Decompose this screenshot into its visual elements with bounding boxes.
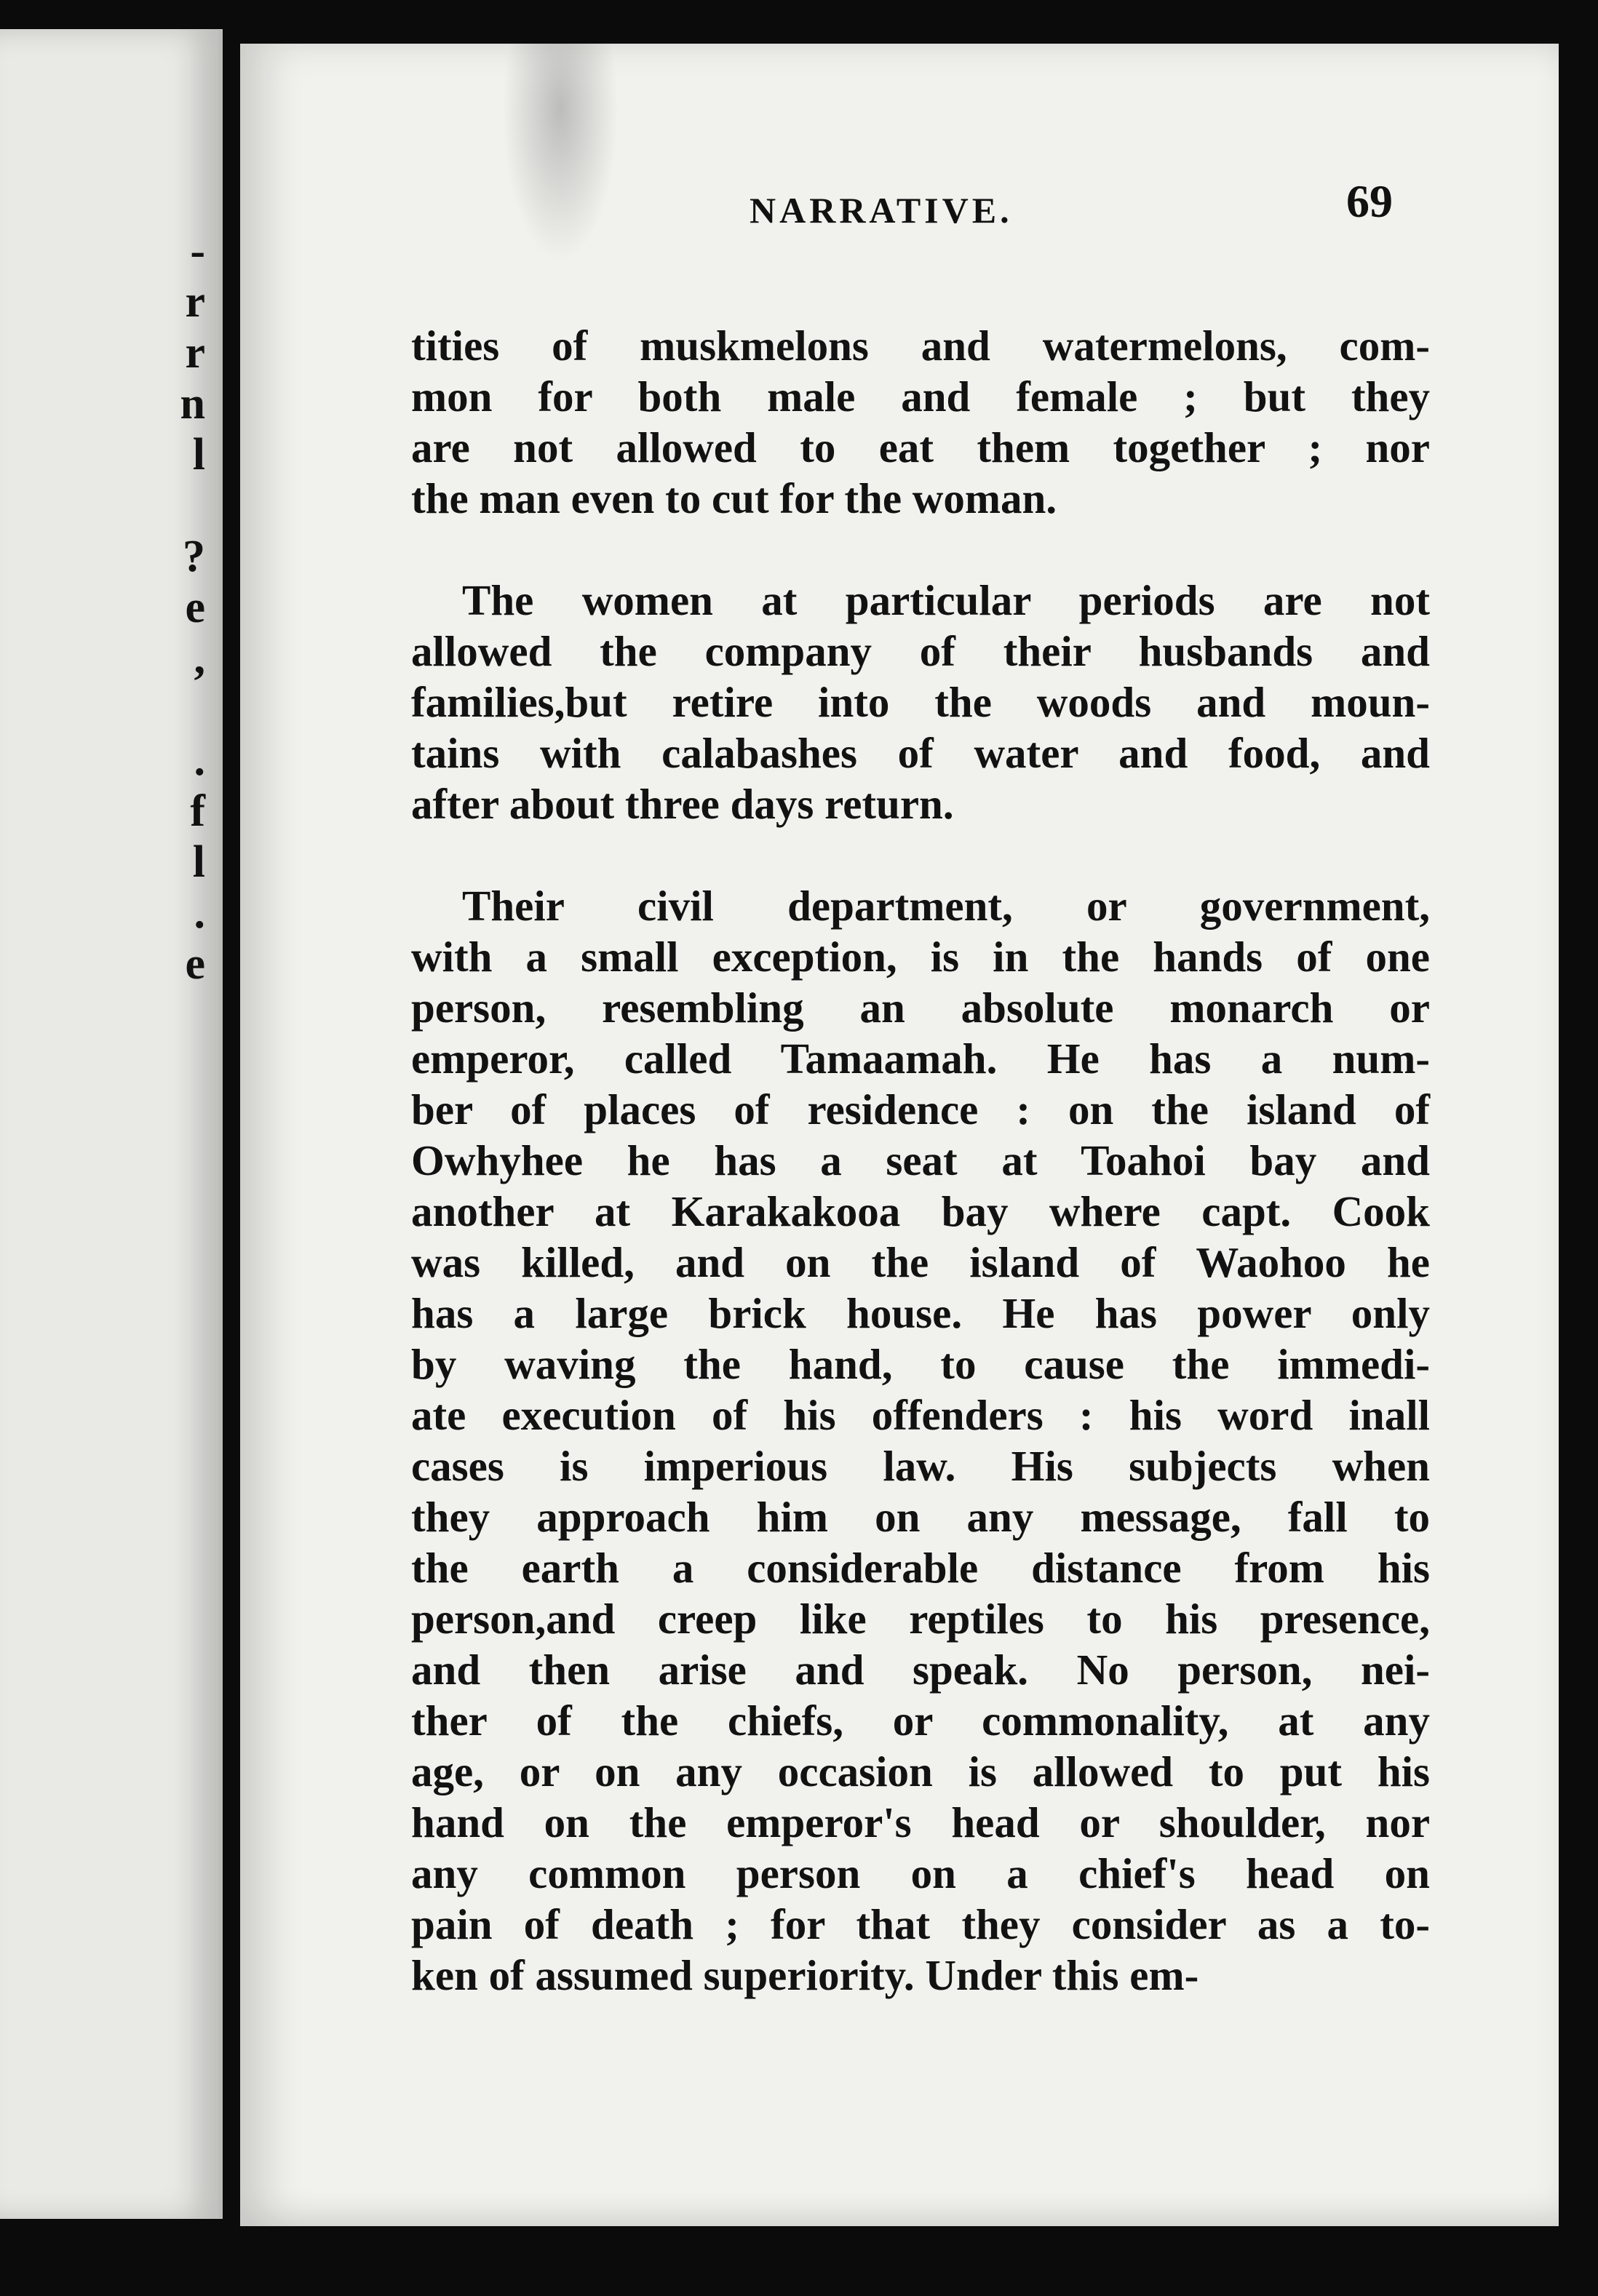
text-line: allowed the company of their husbands and <box>411 627 1430 675</box>
margin-fragment: - <box>190 226 205 276</box>
facing-page-edge <box>0 29 223 2219</box>
text-line: Owhyhee he has a seat at Toahoi bay and <box>411 1136 1430 1184</box>
text-line: hand on the emperor's head or shoulder, nor <box>411 1798 1430 1846</box>
book-page <box>240 44 1559 2226</box>
text-line: ber of places of residence : on the island of <box>411 1085 1430 1133</box>
text-line: they approach him on any message, fall to <box>411 1493 1430 1541</box>
paragraph <box>411 575 1430 829</box>
margin-fragment: l <box>192 430 205 479</box>
page-number: 69 <box>1346 175 1393 227</box>
margin-fragment: , <box>194 634 205 683</box>
text-line: cases is imperious law. His subjects when <box>411 1442 1430 1490</box>
text-line: ken of assumed superiority. Under this em- <box>411 1951 1199 1999</box>
text-line: tities of muskmelons and watermelons, com- <box>411 322 1430 370</box>
text-line: has a large brick house. He has power only <box>411 1289 1430 1337</box>
margin-fragment: . <box>194 736 205 785</box>
text-line: and then arise and speak. No person, nei- <box>411 1646 1430 1694</box>
text-line: The women at particular periods are not <box>462 576 1430 624</box>
margin-fragment <box>176 480 205 531</box>
text-line: ate execution of his offenders : his word inall <box>411 1391 1430 1439</box>
text-line: age, or on any occasion is allowed to put his <box>411 1747 1430 1795</box>
margin-fragment: e <box>185 583 205 632</box>
text-line: ther of the chiefs, or commonality, at any <box>411 1697 1430 1745</box>
text-line: another at Karakakooa bay where capt. Cook <box>411 1187 1430 1235</box>
paragraph <box>411 320 1430 524</box>
text-line: emperor, called Tamaamah. He has a num- <box>411 1035 1430 1083</box>
margin-fragment: f <box>190 786 205 836</box>
text-line: person,and creep like reptiles to his presence, <box>411 1595 1430 1643</box>
text-line: mon for both male and female ; but they <box>411 372 1430 420</box>
margin-fragment: r <box>185 328 205 378</box>
margin-fragment: e <box>185 939 205 989</box>
text-line: person, resembling an absolute monarch or <box>411 984 1430 1032</box>
text-line: with a small exception, is in the hands of one <box>411 933 1430 981</box>
paragraph <box>411 880 1430 2001</box>
text-line: pain of death ; for that they consider as a to- <box>411 1900 1430 1948</box>
text-line: the earth a considerable distance from his <box>411 1544 1430 1592</box>
margin-fragment: ? <box>183 532 205 581</box>
margin-fragment: . <box>194 888 205 938</box>
text-line: tains with calabashes of water and food, and <box>411 729 1430 777</box>
margin-fragment <box>176 684 205 735</box>
margin-fragment: r <box>185 277 205 327</box>
text-line: by waving the hand, to cause the immedi- <box>411 1340 1430 1388</box>
text-line: was killed, and on the island of Waohoo he <box>411 1238 1430 1286</box>
text-line: after about three days return. <box>411 780 954 828</box>
margin-fragment: l <box>192 837 205 887</box>
running-head: NARRATIVE. <box>750 190 1013 231</box>
margin-fragment: n <box>180 379 205 428</box>
text-line: the man even to cut for the woman. <box>411 474 1057 522</box>
text-line: Their civil department, or government, <box>462 882 1430 930</box>
text-line: are not allowed to eat them together ; nor <box>411 423 1430 471</box>
body-text <box>411 320 1430 2052</box>
facing-page-text-fragments <box>176 226 205 989</box>
page-stain <box>502 44 619 262</box>
text-line: any common person on a chief's head on <box>411 1849 1430 1897</box>
text-line: families,but retire into the woods and moun- <box>411 678 1430 726</box>
